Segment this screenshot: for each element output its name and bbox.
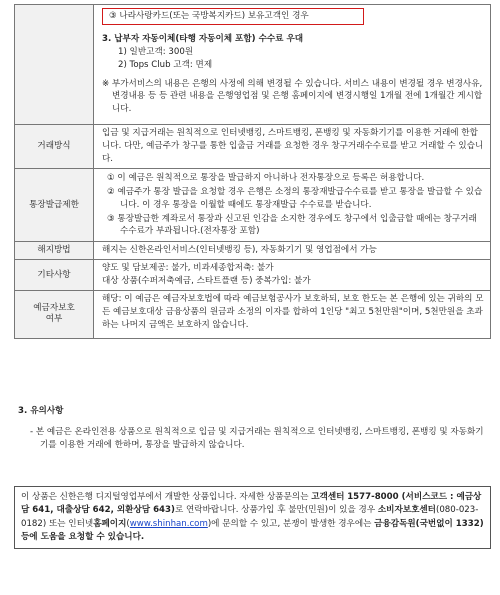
cancel-row [15,242,491,260]
passbook-content [94,168,491,241]
protection-label-line-2: 여부 [45,314,63,325]
other-content [94,260,491,291]
product-info-table [14,4,491,339]
footer-complaint-text: 상품가입 후 불만(민원)이 있을 경우 [241,505,376,516]
consumer-center-label: 소비자보호센터 [377,505,436,516]
precautions-section [18,405,490,452]
protection-row [15,291,491,339]
passbook-item-3: ③ 통장발급한 계좌로서 통장과 신고된 인감을 소지한 경우에도 창구에서 입출금할 때에는 창구거래수수료가 부과됩니다.(전자통장 포함) [107,213,477,237]
footer-intro: 이 상품은 신한은행 디지털영업부에서 개발한 상품입니다. 자세한 상품문의는 [21,492,309,502]
trading-text: 입금 및 지급거래는 원칙적으로 인터넷뱅킹, 스마트뱅킹, 폰뱅킹 및 자동화기기를 이용한 거래에 한합니다. 다만, 예금주가 창구를 통한 입출금 거래를 요청한 경우 창구거래수수료를 받고 거래할 수 있습니다. [94,125,491,169]
other-label: 기타사항 [15,260,94,291]
footer-dispute-text: )에 문의할 수 있고, 분쟁이 발생한 경우에는 [207,518,372,529]
precautions-title: 3. 유의사항 [18,406,64,416]
protection-text: 해당: 이 예금은 예금자보호법에 따라 예금보험공사가 보호하되, 보호 한도는 본 은행에 있는 귀하의 모든 예금보호대상 금융상품의 원금과 소정의 이자를 합하여 1인당 "최고 5천만원"이며, 5천만원을 초과하는 나머지 금액은 보호하지 않습니다. [94,291,491,339]
benefits-row [15,5,491,125]
cancel-text: 해지는 신한온라인서비스(인터넷뱅킹 등), 자동화기기 및 영업점에서 가능 [94,242,491,260]
passbook-item-2: ② 예금주가 통장 발급을 요청할 경우 은행은 소정의 통장재발급수수료를 받고 통장을 발급할 수 있습니다. 이 경우 통장을 이월할 때에도 통장재발급 수수료를 받습니다. [107,186,483,210]
protection-label [15,291,94,339]
fss-contact: 금융감독원(국번없이 1332) 등에 도움을 요청할 수 있습니다. [21,518,484,542]
protection-label-line-1: 예금자보호 [33,302,75,313]
fee-discount-title: 3. 납부자 자동이체(타행 자동이체 포함) 수수료 우대 [102,33,304,44]
benefits-content [94,5,491,125]
customer-center-phone: 1577-8000 (서비스코드 : 예금상담 641, 대출상담 642, 외환상담 643) [21,492,482,516]
benefits-label-cell [15,5,94,125]
other-line-1: 양도 및 담보제공: 불가, 비과세종합저축: 불가 [102,263,274,274]
precautions-text: - 본 예금은 온라인전용 상품으로 원칙적으로 입금 및 지급거래는 원칙적으로 인터넷뱅킹, 스마트뱅킹, 폰뱅킹 및 자동화기기를 이용한 거래에 한하며, 통장을 발급하지 않습니다. [30,426,484,450]
footer-contact-suffix: 로 연락바랍니다. [174,505,239,516]
contact-info-box: 이 상품은 신한은행 디지털영업부에서 개발한 상품입니다. 자세한 상품문의는 고객센터 1577-8000 (서비스코드 : 예금상담 641, 대출상담 642, 외환상담 643)로 연락바랍니다. 상품가입 후 불만(민원)이 있을 경우 소비자보호센터(080-023-0182) 또는 인터넷홈페이지(www.shinhan.com)에 문의할 수 있고, 분쟁이 발생한 경우에는 금융감독원(국번없이 1332) 등에 도움을 요청할 수 있습니다. [14,486,491,549]
homepage-label: 홈페이지 [93,518,127,529]
fee-item-tops-club: 2) Tops Club 고객: 면제 [118,59,213,70]
service-change-note: ※ 부가서비스의 내용은 은행의 사정에 의해 변경될 수 있습니다. 서비스 내용이 변경될 경우 변경사유, 변경내용 등 등 관련 내용을 은행영업점 및 은행 홈페이지에 변경시행일 1개월 전에 1개월간 게시합니다. [102,78,483,115]
homepage-link[interactable]: www.shinhan.com [129,518,208,529]
footer-internet-label: 인터넷 [68,518,94,529]
passbook-row [15,168,491,241]
trading-row [15,125,491,169]
customer-center-label: 고객센터 [311,492,345,502]
trading-label: 거래방식 [15,125,94,169]
other-row [15,260,491,291]
fee-item-general: 1) 일반고객: 300원 [118,46,194,57]
cancel-label: 해지방법 [15,242,94,260]
passbook-label: 통장발급제한 [15,168,94,241]
consumer-center-phone: (080-023-0182) 또는 [21,505,479,529]
passbook-item-1: ① 이 예금은 원칙적으로 통장을 발급하지 아니하나 전자통장으로 등록은 허용합니다. [107,172,425,183]
highlighted-condition: ③ 나라사랑카드(또는 국방복지카드) 보유고객인 경우 [102,8,364,25]
other-line-2: 대상 상품(수퍼저축예금, 스타트플랜 등) 중복가입: 불가 [102,276,311,287]
